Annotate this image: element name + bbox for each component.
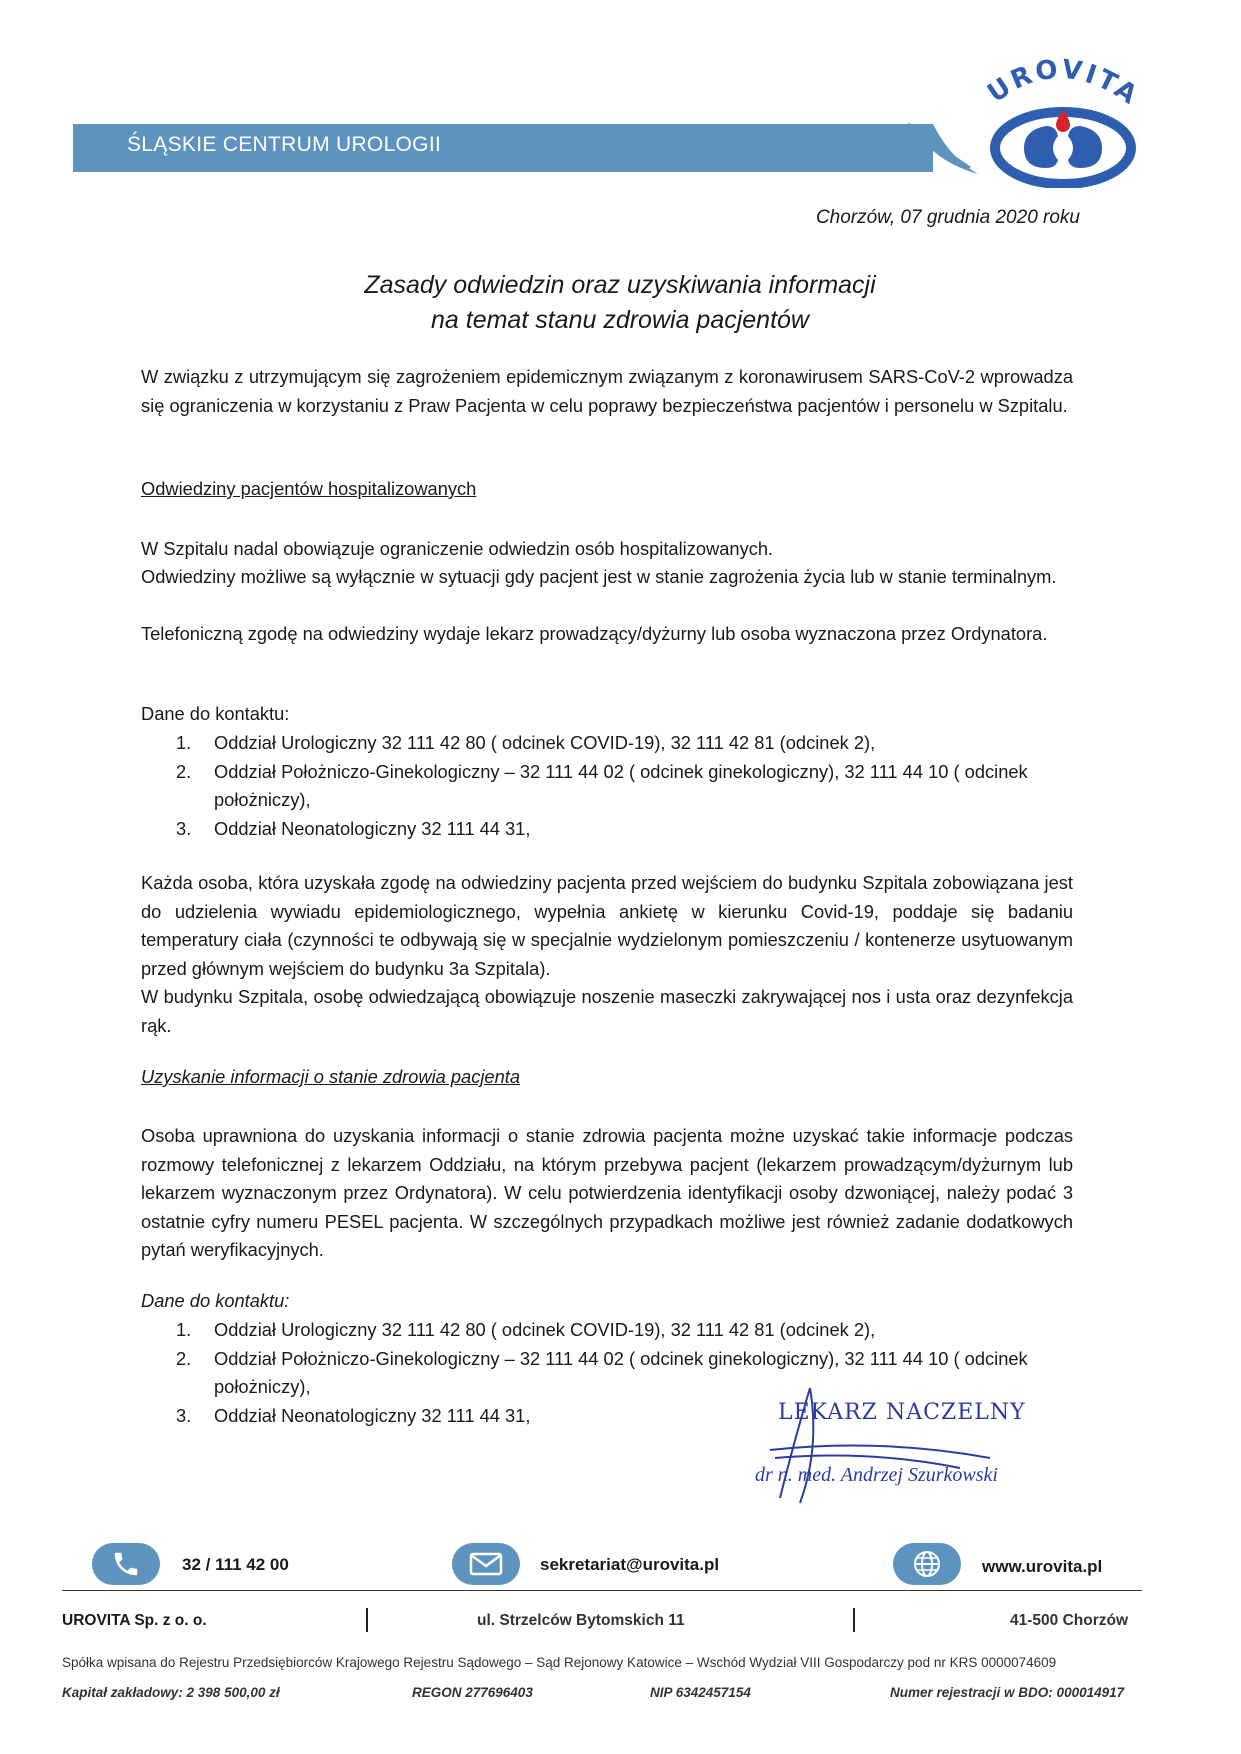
list-item: 2. Oddział Położniczo-Ginekologiczny – 32 111 44 02 ( odcinek ginekologiczny), 32 111 44 10 ( odcinek położniczy), [176,1347,1028,1397]
section1-contacts-label: Dane do kontaktu: [141,703,290,724]
document-date: Chorzów, 07 grudnia 2020 roku [815,207,1080,228]
list-item: 1. Oddział Urologiczny 32 111 42 80 ( odcinek COVID-19), 32 111 42 81 (odcinek 2), [176,1319,876,1340]
kidney-logo-icon [968,48,1148,188]
globe-icon [893,1543,961,1585]
section1-p1: W Szpitalu nadal obowiązuje ograniczenie odwiedzin osób hospitalizowanych. [141,538,774,559]
list-item: 3. Oddział Neonatologiczny 32 111 44 31, [176,1404,531,1426]
footer-nip: NIP 6342457154 [650,1685,751,1700]
mail-icon [452,1543,520,1585]
section2-heading: Uzyskanie informacji o stanie zdrowia pacjenta [141,1066,521,1087]
footer-capital: Kapitał zakładowy: 2 398 500,00 zł [62,1685,280,1700]
section1-p4: Każda osoba, która uzyskała zgodę na odwiedziny pacjenta przed wejściem do budynku Szpitala zobowiązana jest do udzielenia wywiadu epidemiologicznego, wypełnia ankietę w kierunku Covid-19, poddaje się badaniu temperatury ciała (czynności te odbywają się w specjalnie wydzielonym pomieszczeniu / kontenerze usytuowanym przed głównym wejściem do budynku 3a Szpitala). [141,872,1073,979]
list-item: 2. Oddział Położniczo-Ginekologiczny – 32 111 44 02 ( odcinek ginekologiczny), 32 111 44 10 ( odcinek położniczy), [176,760,1028,810]
section2-p1: Osoba uprawniona do uzyskania informacji o stanie zdrowia pacjenta możne uzyskać takie informacje podczas rozmowy telefonicznej z lekarzem Oddziału, na którym przebywa pacjent (lekarzem prowadzącym/dyżurnym lub lekarzem wyznaczonym przez Ordynatora). W celu potwierdzenia identyfikacji osoby dzwoniącej, należy podać 3 ostatnie cyfry numeru PESEL pacjenta. W szczególnych przypadkach możliwe jest również zadanie dodatkowych pytań weryfikacyjnych. [141,1125,1073,1260]
section1-heading: Odwiedziny pacjentów hospitalizowanych [141,478,477,499]
intro-paragraph: W związku z utrzymującym się zagrożeniem epidemicznym związanym z koronawirusem SARS-CoV-2 wprowadza się ograniczenia w korzystaniu z Praw Pacjenta w celu poprawy bezpieczeństwa pacjentów i personelu w Szpitalu. [141,366,1073,416]
footer-regon: REGON 277696403 [412,1685,533,1700]
section2-contacts-label: Dane do kontaktu: [141,1290,290,1311]
phone-icon [92,1543,160,1585]
header-title: ŚLĄSKIE CENTRUM UROLOGII [127,133,442,156]
section1-contact-list [174,729,1074,843]
svg-text:UROVITA [982,54,1144,112]
section1-p3: Telefoniczną zgodę na odwiedziny wydaje lekarz prowadzący/dyżurny lub osoba wyznaczona przez Ordynatora. [141,623,1048,644]
list-item: 1. Oddział Urologiczny 32 111 42 80 ( odcinek COVID-19), 32 111 42 81 (odcinek 2), [176,732,876,753]
list-item: 3. Oddział Neonatologiczny 32 111 44 31, [176,817,531,839]
footer-phone: 32 / 111 42 00 [182,1555,289,1574]
footer-city: 41-500 Chorzów [1010,1612,1129,1629]
logo-text: UROVITA [982,54,1145,112]
footer-bdo: Numer rejestracji w BDO: 000014917 [890,1685,1125,1700]
section1-p2: Odwiedziny możliwe są wyłącznie w sytuacji gdy pacjent jest w stanie zagrożenia życia lub w stanie terminalnym. [141,566,1057,587]
footer-separator [853,1608,855,1632]
document-title [200,268,1040,338]
title-line-1: Zasady odwiedzin oraz uzyskiwania informacji [364,271,876,299]
signature-title-stamp: LEKARZ NACZELNY [778,1400,1026,1425]
footer-separator [366,1608,368,1632]
section1-p5: W budynku Szpitala, osobę odwiedzającą obowiązuje noszenie maseczki zakrywającej nos i usta oraz dezynfekcja rąk. [141,986,1073,1036]
footer-divider [62,1590,1142,1591]
footer-company: UROVITA Sp. z o. o. [62,1612,207,1629]
footer-address: ul. Strzelców Bytomskich 11 [477,1612,685,1629]
handwritten-signature [760,1378,1020,1518]
title-line-2: na temat stanu zdrowia pacjentów [431,306,809,334]
signature-name-stamp: dr n. med. Andrzej Szurkowski [755,1464,998,1486]
footer-email: sekretariat@urovita.pl [540,1555,720,1574]
footer-website: www.urovita.pl [982,1557,1103,1576]
footer-registry: Spółka wpisana do Rejestru Przedsiębiorców Krajowego Rejestru Sądowego – Sąd Rejonowy Katowice – Wschód Wydział VIII Gospodarczy pod nr KRS 0000074609 [62,1655,1057,1670]
